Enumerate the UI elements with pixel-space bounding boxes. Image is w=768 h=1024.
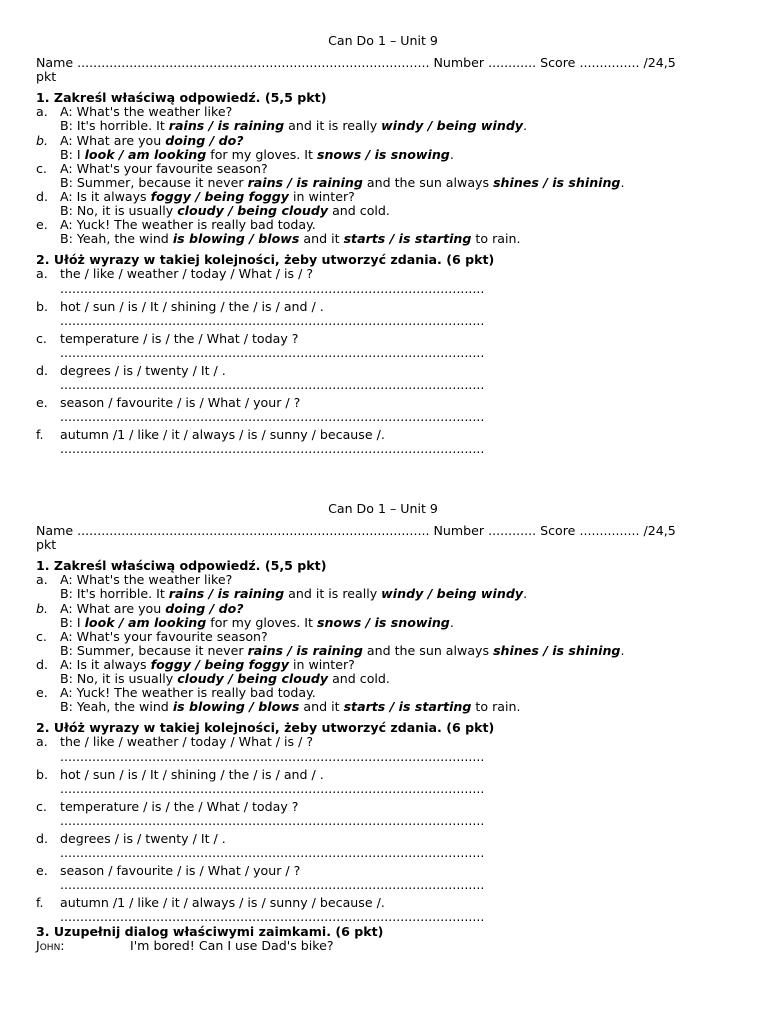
choice-option: snows / is snowing [316, 146, 450, 162]
answer-line: .......................................................................................................... [60, 409, 485, 425]
exercise-1-heading: 1. Zakreśl właściwą odpowiedź. (5,5 pkt) [36, 558, 327, 574]
answer-line: .......................................................................................................... [60, 280, 485, 296]
answer-line: .......................................................................................................... [60, 441, 485, 457]
choice-option: shines / is shining [493, 174, 621, 190]
ex2-item-f: f. autumn /1 / like / it / always / is / sunny / because /. [36, 895, 385, 911]
ex1-item-d-question: d. A: Is it always foggy / being foggy in winter? [36, 656, 355, 672]
choice-option: foggy / being foggy [150, 188, 289, 204]
ex2-item-f: f. autumn /1 / like / it / always / is / sunny / because /. [36, 427, 385, 443]
ex1-item-e-answer: B: Yeah, the wind is blowing / blows and it starts / is starting to rain. [60, 699, 521, 715]
ex1-item-a-question: a. A: What's the weather like? [36, 104, 233, 120]
worksheet-title: Can Do 1 – Unit 9 [328, 33, 438, 48]
ex1-item-c-answer: B: Summer, because it never rains / is raining and the sun always shines / is shining. [60, 174, 625, 190]
choice-option: windy / being windy [381, 586, 524, 602]
ex1-item-d-answer: B: No, it is usually cloudy / being cloudy and cold. [60, 671, 390, 687]
ex2-item-b: b. hot / sun / is / It / shining / the / is / and / . [36, 766, 324, 782]
choice-option: windy / being windy [381, 118, 524, 134]
name-field-dots: ........................................................................................ [77, 523, 430, 539]
dialog-text: I'm bored! Can I use Dad's bike? [130, 937, 334, 953]
number-label: Number [433, 55, 485, 71]
ex1-item-d-question: d. A: Is it always foggy / being foggy in winter? [36, 188, 355, 204]
name-label: Name [36, 55, 74, 71]
ex1-item-b-answer: B: I look / am looking for my gloves. It snows / is snowing. [60, 614, 454, 630]
answer-line: .......................................................................................................... [60, 312, 485, 328]
answer-line: .......................................................................................................... [60, 344, 485, 360]
ex2-item-a: a. the / like / weather / today / What / is / ? [36, 266, 314, 282]
ex1-item-a-question: a. A: What's the weather like? [36, 572, 233, 588]
score-field-dots: ............... [579, 55, 640, 71]
pkt-label: pkt [36, 69, 57, 85]
answer-line: .......................................................................................................... [60, 812, 485, 828]
exercise-3-heading: 3. Uzupełnij dialog właściwymi zaimkami. (6 pkt) [36, 923, 384, 939]
ex1-item-d-answer: B: No, it is usually cloudy / being cloudy and cold. [60, 203, 390, 219]
score-total: /24,5 [643, 523, 676, 539]
choice-option: is blowing / blows [172, 231, 300, 247]
answer-line: .......................................................................................................... [60, 748, 485, 764]
ex1-item-c-question: c. A: What's your favourite season? [36, 628, 268, 644]
name-label: Name [36, 523, 74, 539]
choice-option: look / am looking [84, 146, 207, 162]
choice-option: rains / is raining [168, 586, 285, 602]
score-label: Score [540, 523, 576, 539]
ex1-item-e-question: e. A: Yuck! The weather is really bad today. [36, 217, 316, 233]
ex2-item-e: e. season / favourite / is / What / your / ? [36, 863, 301, 879]
worksheet-copy-2 [36, 502, 726, 953]
number-label: Number [433, 523, 485, 539]
number-field-dots: ............ [488, 55, 537, 71]
ex1-item-e-question: e. A: Yuck! The weather is really bad today. [36, 685, 316, 701]
ex1-item-c-question: c. A: What's your favourite season? [36, 160, 268, 176]
pkt-label: pkt [36, 537, 57, 553]
ex1-item-e-answer: B: Yeah, the wind is blowing / blows and it starts / is starting to rain. [60, 231, 521, 247]
choice-option: cloudy / being cloudy [177, 203, 329, 219]
ex3-dialog-line [36, 939, 726, 953]
ex1-item-b-question: b. A: What are you doing / do? [36, 600, 244, 616]
ex1-item-a-answer: B: It's horrible. It rains / is raining and it is really windy / being windy. [60, 586, 528, 602]
choice-option: starts / is starting [343, 231, 472, 247]
name-field-dots: ........................................................................................ [77, 55, 430, 71]
choice-option: rains / is raining [247, 174, 363, 190]
choice-option: foggy / being foggy [150, 656, 289, 672]
ex2-item-d: d. degrees / is / twenty / It / . [36, 830, 226, 846]
exercise-2-heading: 2. Ułóż wyrazy w takiej kolejności, żeby utworzyć zdania. (6 pkt) [36, 252, 495, 268]
ex2-item-b: b. hot / sun / is / It / shining / the / is / and / . [36, 298, 324, 314]
number-field-dots: ............ [488, 523, 537, 539]
speaker-name: John: [36, 937, 65, 953]
answer-line: .......................................................................................................... [60, 845, 485, 861]
student-info-line [36, 56, 726, 70]
choice-option: starts / is starting [343, 699, 472, 715]
choice-option: rains / is raining [247, 642, 363, 658]
choice-option: cloudy / being cloudy [177, 671, 329, 687]
student-info-line [36, 524, 726, 538]
score-total: /24,5 [643, 55, 676, 71]
choice-option: look / am looking [84, 614, 207, 630]
choice-option: rains / is raining [168, 118, 285, 134]
worksheet-title: Can Do 1 – Unit 9 [328, 501, 438, 516]
worksheet-copy-1 [36, 34, 726, 457]
answer-line: .......................................................................................................... [60, 780, 485, 796]
choice-option: is blowing / blows [172, 699, 300, 715]
score-field-dots: ............... [579, 523, 640, 539]
ex2-item-c: c. temperature / is / the / What / today ? [36, 330, 299, 346]
ex1-item-c-answer: B: Summer, because it never rains / is raining and the sun always shines / is shining. [60, 642, 625, 658]
ex2-item-c: c. temperature / is / the / What / today ? [36, 798, 299, 814]
choice-option: snows / is snowing [316, 614, 450, 630]
answer-line: .......................................................................................................... [60, 909, 485, 925]
ex2-item-a: a. the / like / weather / today / What / is / ? [36, 734, 314, 750]
ex2-item-d: d. degrees / is / twenty / It / . [36, 362, 226, 378]
ex1-item-b-question: b. A: What are you doing / do? [36, 132, 244, 148]
ex1-item-a-answer: B: It's horrible. It rains / is raining and it is really windy / being windy. [60, 118, 528, 134]
ex1-item-b-answer: B: I look / am looking for my gloves. It snows / is snowing. [60, 146, 454, 162]
ex2-item-e: e. season / favourite / is / What / your / ? [36, 395, 301, 411]
answer-line: .......................................................................................................... [60, 877, 485, 893]
exercise-1-heading: 1. Zakreśl właściwą odpowiedź. (5,5 pkt) [36, 90, 327, 106]
choice-option: doing / do? [165, 600, 244, 616]
choice-option: shines / is shining [493, 642, 621, 658]
choice-option: doing / do? [165, 132, 244, 148]
answer-line: .......................................................................................................... [60, 377, 485, 393]
exercise-2-heading: 2. Ułóż wyrazy w takiej kolejności, żeby utworzyć zdania. (6 pkt) [36, 720, 495, 736]
score-label: Score [540, 55, 576, 71]
